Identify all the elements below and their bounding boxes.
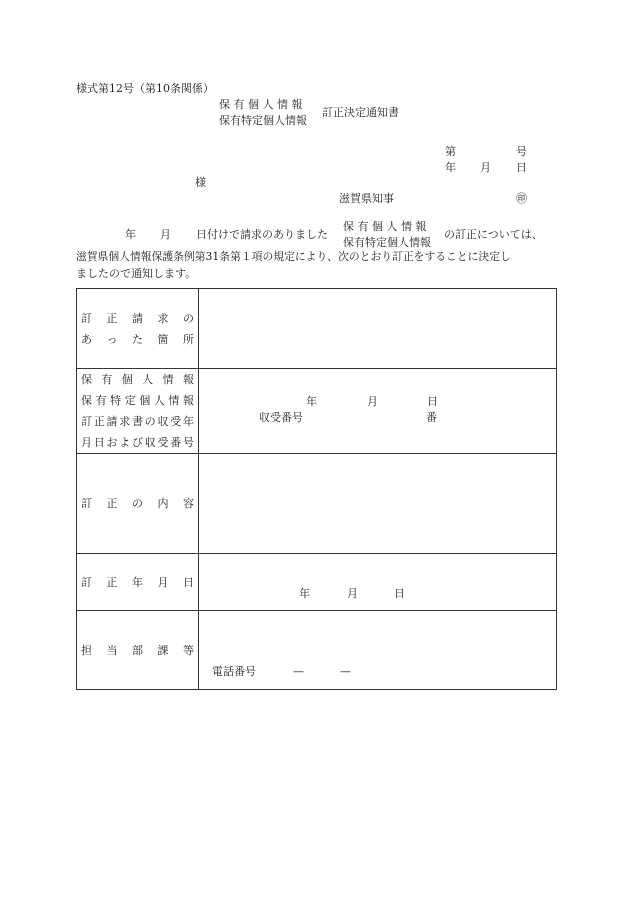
label-char: 保: [81, 373, 92, 386]
label-char: 報: [182, 394, 194, 407]
phone-label: 電話番号: [212, 665, 256, 678]
label-line: [81, 432, 194, 453]
value-department[interactable]: [199, 611, 557, 690]
label-char: 内: [157, 497, 169, 510]
label-char: 等: [183, 644, 194, 657]
label-char: 特: [110, 394, 122, 407]
label-char: 番: [170, 436, 182, 449]
label-char: 訂: [81, 575, 92, 589]
label-char: 正: [93, 415, 105, 428]
label-char: 年: [183, 415, 194, 428]
label-char: 受: [157, 436, 169, 449]
correction-day: 日: [394, 587, 405, 600]
label-char: 個: [121, 373, 133, 386]
label-receipt: [77, 369, 199, 454]
sender-name: 滋賀県知事: [339, 192, 394, 205]
label-char: 個: [139, 394, 151, 407]
body-date-request: 日付けで請求のありました: [196, 228, 328, 241]
label-char: 正: [106, 575, 118, 589]
label-char: 定: [124, 394, 136, 407]
label-line: [81, 369, 194, 390]
value-correction-date[interactable]: [199, 554, 557, 611]
correction-month: 月: [347, 587, 358, 600]
receipt-number-label: 収受番号: [259, 411, 303, 424]
doc-number-go: 号: [516, 145, 527, 158]
label-char: 収: [157, 415, 169, 428]
label-char: 有: [101, 373, 113, 386]
label-char: 訂: [81, 415, 92, 428]
label-char: 人: [142, 373, 154, 386]
label-char: 月: [81, 436, 92, 449]
correction-year: 年: [299, 587, 310, 600]
label-char: 正: [106, 311, 118, 325]
label-line: [81, 640, 194, 661]
receipt-day: 日: [427, 395, 438, 408]
title-line-2: 保有特定個人情報: [219, 114, 307, 127]
date-day: 日: [516, 161, 527, 174]
label-char: 情: [168, 394, 180, 407]
label-char: 求: [157, 311, 169, 325]
label-char: 部: [132, 644, 143, 657]
row-correction-content: [77, 454, 557, 554]
label-line: [81, 308, 194, 329]
value-receipt[interactable]: [199, 369, 557, 454]
row-department: [77, 611, 557, 690]
phone-dash-2: —: [340, 665, 351, 678]
label-line: [81, 572, 194, 593]
label-char: 日: [183, 575, 194, 589]
title-line-1: 保 有 個 人 情 報: [219, 98, 303, 111]
label-char: 担: [81, 644, 92, 657]
body-month: 月: [160, 228, 171, 241]
label-char: 月: [157, 575, 169, 589]
label-char: 保: [81, 394, 92, 407]
doc-number-dai: 第: [445, 145, 456, 158]
label-char: 訂: [81, 311, 92, 325]
body-line-2: 滋賀県個人情報保護条例第31条第１項の規定により、次のとおり訂正をすることに決定し: [76, 250, 511, 263]
label-char: 年: [132, 575, 143, 589]
date-year: 年: [445, 161, 456, 174]
label-char: っ: [106, 332, 118, 346]
label-char: 当: [106, 644, 118, 657]
body-year: 年: [125, 228, 136, 241]
phone-dash-1: —: [293, 665, 304, 678]
label-char: 号: [183, 436, 194, 449]
label-char: お: [106, 436, 118, 449]
label-char: 課: [157, 644, 169, 657]
body-info-line-2: 保有特定個人情報: [343, 236, 431, 249]
label-correction-content: [77, 454, 199, 554]
value-correction-content[interactable]: [199, 454, 557, 554]
date-month: 月: [480, 161, 491, 174]
label-char: の: [132, 497, 143, 510]
label-char: 訂: [81, 497, 92, 510]
label-char: た: [132, 332, 143, 346]
body-info-suffix: の訂正については、: [444, 228, 543, 241]
label-char: の: [144, 415, 156, 428]
label-char: 人: [153, 394, 165, 407]
body-line-3: ましたので通知します。: [76, 267, 197, 280]
label-department: [77, 611, 199, 690]
receipt-number-suffix: 番: [426, 411, 437, 424]
label-line: [81, 390, 194, 411]
label-char: 報: [182, 373, 194, 386]
label-char: 所: [183, 332, 194, 346]
label-line: [81, 493, 194, 514]
label-char: 書: [132, 415, 143, 428]
label-char: 受: [170, 415, 182, 428]
label-char: 情: [162, 373, 174, 386]
seal-mark: ㊞: [516, 192, 527, 205]
label-char: の: [183, 311, 194, 325]
label-char: よ: [119, 436, 131, 449]
row-correction-location: [77, 289, 557, 369]
row-correction-date: [77, 554, 557, 611]
label-char: あ: [81, 332, 92, 346]
label-correction-location: [77, 289, 199, 369]
label-char: び: [132, 436, 143, 449]
label-char: 容: [183, 497, 194, 510]
label-correction-date: [77, 554, 199, 611]
title-suffix: 訂正決定通知書: [322, 106, 399, 119]
correction-table: [76, 288, 557, 690]
label-char: 請: [106, 415, 118, 428]
body-info-line-1: 保 有 個 人 情 報: [343, 220, 427, 233]
receipt-month: 月: [367, 395, 378, 408]
label-char: 有: [95, 394, 107, 407]
label-line: [81, 411, 194, 432]
label-char: 求: [119, 415, 131, 428]
value-correction-location[interactable]: [199, 289, 557, 369]
label-char: 収: [144, 436, 156, 449]
label-line: [81, 329, 194, 350]
label-char: 請: [132, 311, 143, 325]
label-char: 正: [106, 497, 118, 510]
label-char: 箇: [157, 332, 169, 346]
form-number: 様式第12号（第10条関係）: [76, 82, 214, 95]
addressee-sama: 様: [195, 176, 206, 189]
receipt-year: 年: [306, 395, 317, 408]
row-receipt: [77, 369, 557, 454]
label-char: 日: [93, 436, 105, 449]
